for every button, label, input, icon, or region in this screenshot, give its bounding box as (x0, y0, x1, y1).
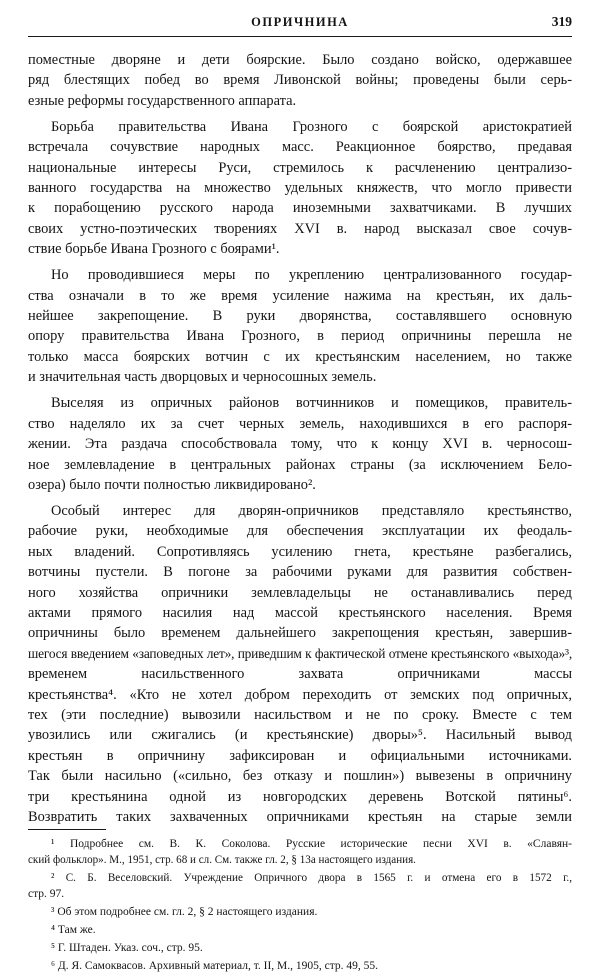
footnote (28, 940, 572, 956)
running-header (28, 10, 572, 37)
text-line: встречала сочувствие народных масс. Реакционное боярство, предавая (28, 139, 572, 156)
text-line: ства означали в то же время усиление нажима на крестьян, их даль- (28, 287, 572, 304)
text-line: езные реформы государственного аппарата. (28, 92, 297, 109)
paragraph (28, 117, 572, 260)
text-line: опору правительства Ивана Грозного, в период опричнины перешла не (28, 328, 572, 345)
text-line: озера) было почти полностью ликвидировано². (28, 476, 316, 493)
text-line: Выселяя из опричных районов вотчинников и помещиков, правитель- (51, 395, 572, 412)
text-line: три крестьянина одной из новгородских деревень Вотской пятины⁶. (28, 788, 572, 805)
footnote-line: ³ Об этом подробнее см. гл. 2, § 2 настоящего издания. (51, 906, 318, 918)
text-line: ствие борьбе Ивана Грозного с боярами¹. (28, 241, 280, 258)
footnote-line: стр. 97. (28, 888, 65, 900)
footnote (28, 836, 572, 868)
text-line: рабочие руки, необходимые для обеспечения эксплуатации их феодаль- (28, 523, 572, 540)
text-line: ванного государства на множество удельных княжеств, что могло привести (28, 180, 572, 197)
paragraph (28, 393, 572, 495)
text-line: нейшее закрепощение. В руки дворянства, составлявшего основную (28, 308, 572, 325)
text-line: Возвратить таких захваченных опричниками крестьян на старые земли (28, 809, 572, 825)
text-line: ных владений. Сопротивляясь усилению гнета, крестьяне разбегались, (28, 543, 572, 560)
paragraph (28, 265, 572, 387)
text-line: своих устно-поэтических творениях XVI в. народ высказал свое сочув- (28, 220, 572, 237)
text-line: поместные дворяне и дети боярские. Было создано войско, одержавшее (28, 52, 572, 68)
text-line: ство наделяло их за счет черных земель, находившихся в его распоря- (28, 415, 572, 432)
text-line: тех (эти последние) вывозили насильством и не по сроку. Вместе с тем (28, 706, 572, 723)
paragraph (28, 501, 572, 828)
footnote-line: ² С. Б. Веселовский. Учреждение Опричного двора в 1565 г. и отмена его в 1572 г., (51, 872, 572, 884)
footnote (28, 870, 572, 902)
text-line: ное землевладение в центральных районах страны (за исключением Бело- (28, 456, 572, 473)
text-line: Так были насильно («сильно, без отказу и пошлин») вывезены в опричнину (28, 768, 572, 785)
footnote-line: ¹ Подробнее см. В. К. Соколова. Русские исторические песни XVI в. «Славян- (51, 838, 572, 850)
page-number: 319 (551, 14, 572, 29)
footnotes (28, 836, 572, 976)
text-line: вотчины пустели. В погоне за рабочими руками для развития собствен- (28, 564, 572, 581)
text-line: Особый интерес для дворян-опричников представляло крестьянство, (51, 502, 572, 519)
paragraph (28, 50, 572, 111)
text-line: жении. Эта раздача способствовала тому, что к концу XVI в. черносош- (28, 436, 572, 453)
footnote-line: ский фольклор». М., 1951, стр. 68 и сл. См. также гл. 2, § 13а настоящего издания. (28, 854, 416, 866)
text-line: крестьянства⁴. «Кто не хотел добром переходить от земских под опричных, (28, 686, 572, 703)
body-text (28, 50, 572, 833)
text-line: национальные интересы Руси, стремилось к расчленению централизо- (28, 159, 572, 176)
text-line: временем насильственного захвата опричниками массы (28, 666, 572, 683)
chapter-title: ОПРИЧНИНА (251, 15, 349, 29)
text-line: к порабощению русского народа иноземными захватчиками. В лучших (28, 200, 572, 217)
footnote (28, 922, 572, 938)
text-line: только масса боярских вотчин с их крестьянским населением, но также (28, 348, 572, 365)
footnote (28, 958, 572, 974)
footnote-line: ⁵ Г. Штаден. Указ. соч., стр. 95. (51, 942, 203, 954)
text-line: и значительная часть дворцовых и черносошных земель. (28, 369, 377, 386)
text-line: крестьян в опричнину зафиксирован и официальными источниками. (28, 747, 572, 764)
text-line: Борьба правительства Ивана Грозного с боярской аристократией (51, 118, 572, 135)
text-line: ного хозяйства опричники землевладельцы не останавливались перед (28, 584, 572, 601)
text-line: актами прямого насилия над массой крестьянского населения. Время (28, 604, 572, 621)
footnote-line: ⁶ Д. Я. Самоквасов. Архивный материал, т. II, М., 1905, стр. 49, 55. (51, 960, 379, 972)
text-line: увозились или сжигались (и крестьянские) дворы»⁵. Насильный вывод (28, 727, 572, 744)
text-line: Но проводившиеся меры по укреплению централизованного государ- (51, 267, 572, 284)
text-line: опричнины было временем дальнейшего закрепощения крестьян, завершив- (28, 625, 572, 642)
text-line: ряд блестящих побед во время Ливонской войны; проведены были серь- (28, 72, 572, 89)
footnote (28, 904, 572, 920)
footnote-separator (28, 829, 106, 830)
footnote-line: ⁴ Там же. (51, 924, 96, 936)
text-line: шегося введением «заповедных лет», приведшим к фактической отмене крестьянского «выхода»³, (28, 645, 572, 661)
